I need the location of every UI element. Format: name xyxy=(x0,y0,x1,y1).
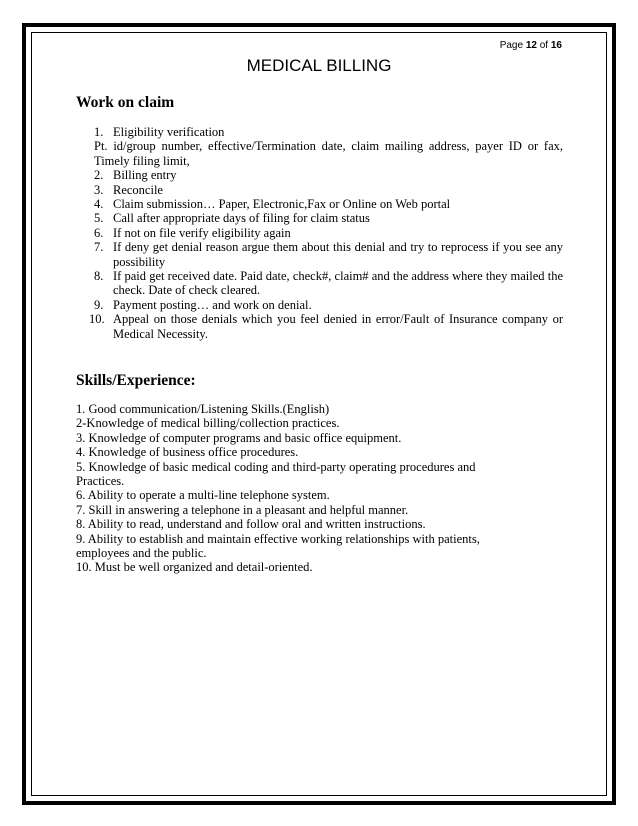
work-on-claim-heading: Work on claim xyxy=(76,94,175,111)
list-item xyxy=(76,298,563,312)
list-item xyxy=(76,183,563,197)
list-item-number: 10. xyxy=(89,312,105,327)
page-number xyxy=(500,40,562,51)
list-item-number: 2. xyxy=(94,168,104,183)
list-item xyxy=(76,197,563,211)
list-item xyxy=(76,240,563,269)
list-item-text: Call after appropriate days of filing for claim status xyxy=(113,211,370,226)
page-prefix: Page xyxy=(499,40,524,51)
list-item-number: 8. xyxy=(94,269,104,284)
list-item-number: 6. xyxy=(94,225,104,240)
list-item-text: If not on file verify eligibility again xyxy=(113,225,291,240)
eligibility-note: Pt. id/group number, effective/Termination date, claim mailing address, payer ID or fax, Timely filing limit, xyxy=(94,139,563,168)
list-item-text: If paid get received date. Paid date, check#, claim# and the address where they mailed the check. Date of check cleared. xyxy=(113,269,563,298)
skill-line: Practices. xyxy=(76,474,125,489)
skills-heading: Skills/Experience: xyxy=(76,372,196,389)
skill-line: 4. Knowledge of business office procedures. xyxy=(76,445,299,460)
list-item-number: 9. xyxy=(94,297,104,312)
list-item-number: 1. xyxy=(94,125,104,139)
list-item-number: 7. xyxy=(94,240,104,255)
skill-line: 1. Good communication/Listening Skills.(English) xyxy=(76,402,330,416)
skill-line: 9. Ability to establish and maintain effective working relationships with patients, xyxy=(76,531,480,546)
list-item-number: 3. xyxy=(94,182,104,197)
skills-list xyxy=(76,402,563,575)
list-item-text: Claim submission… Paper, Electronic,Fax or Online on Web portal xyxy=(113,197,451,212)
skill-line: 6. Ability to operate a multi-line telephone system. xyxy=(76,488,330,503)
claim-steps-list-continued xyxy=(76,168,563,341)
document-title: MEDICAL BILLING xyxy=(246,56,392,75)
claim-steps-list xyxy=(76,125,563,139)
list-item-number: 4. xyxy=(94,197,104,212)
list-item-text: Payment posting… and work on denial. xyxy=(113,297,312,312)
list-item xyxy=(76,168,563,182)
claim-section xyxy=(76,125,563,341)
skill-line: 2-Knowledge of medical billing/collection practices. xyxy=(76,416,340,431)
list-item xyxy=(76,226,563,240)
skill-line: employees and the public. xyxy=(76,546,207,561)
page-total: 16 xyxy=(550,40,562,51)
list-item-text: Billing entry xyxy=(113,168,177,183)
page-of: of xyxy=(539,40,549,51)
list-item-text: Reconcile xyxy=(113,182,163,197)
list-item-number: 5. xyxy=(94,211,104,226)
list-item xyxy=(76,312,563,341)
skill-line: 7. Skill in answering a telephone in a pleasant and helpful manner. xyxy=(76,502,409,517)
page-current: 12 xyxy=(525,40,537,51)
list-item-text: If deny get denial reason argue them about this denial and try to reprocess if you see any possibility xyxy=(113,240,563,269)
skill-line: 3. Knowledge of computer programs and basic office equipment. xyxy=(76,430,402,445)
list-item-text: Eligibility verification xyxy=(113,125,225,139)
skill-line: 5. Knowledge of basic medical coding and third-party operating procedures and xyxy=(76,459,476,474)
skill-line: 10. Must be well organized and detail-oriented. xyxy=(76,560,313,575)
list-item-text: Appeal on those denials which you feel denied in error/Fault of Insurance company or Medical Necessity. xyxy=(113,312,563,341)
list-item xyxy=(76,211,563,225)
list-item xyxy=(76,269,563,298)
list-item xyxy=(76,125,563,139)
skill-line: 8. Ability to read, understand and follow oral and written instructions. xyxy=(76,517,426,532)
